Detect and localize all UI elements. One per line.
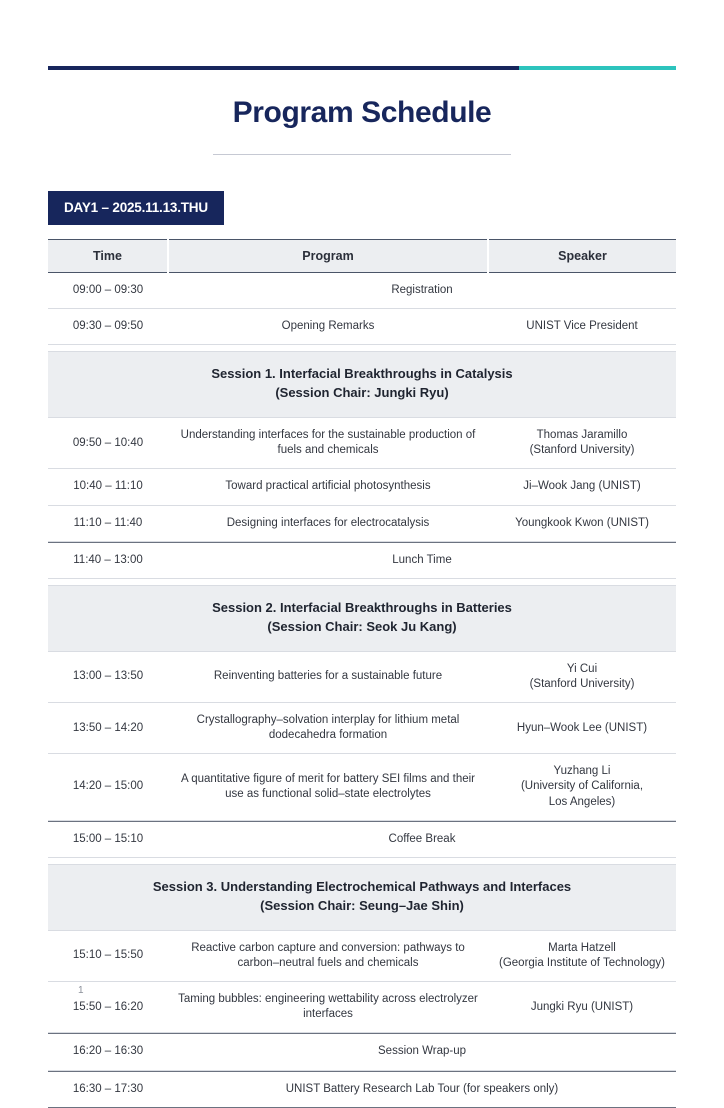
cell-speaker: Thomas Jaramillo (Stanford University) (488, 418, 676, 469)
column-header-time: Time (48, 240, 168, 273)
cell-time: 10:40 – 11:10 (48, 469, 168, 505)
schedule-table-head (48, 240, 676, 273)
column-header-program: Program (168, 240, 488, 273)
table-row (48, 418, 676, 469)
table-row (48, 273, 676, 309)
cell-speaker: UNIST Vice President (488, 309, 676, 345)
row-spacer-cell (48, 578, 676, 585)
schedule-table (48, 239, 676, 1107)
cell-speaker: Yuzhang Li (University of California, Los Angeles) (488, 754, 676, 821)
column-header-speaker: Speaker (488, 240, 676, 273)
cell-time: 13:50 – 14:20 (48, 702, 168, 753)
cell-speaker: Ji–Wook Jang (UNIST) (488, 469, 676, 505)
table-row (48, 1071, 676, 1107)
cell-time: 09:30 – 09:50 (48, 309, 168, 345)
table-row (48, 505, 676, 541)
cell-time: 15:10 – 15:50 (48, 930, 168, 981)
cell-program: Registration (168, 273, 676, 309)
table-row (48, 930, 676, 981)
cell-time: 09:00 – 09:30 (48, 273, 168, 309)
cell-program: Lunch Time (168, 542, 676, 578)
cell-program: Reactive carbon capture and conversion: pathways to carbon–neutral fuels and chemicals (168, 930, 488, 981)
table-row (48, 702, 676, 753)
table-row (48, 469, 676, 505)
cell-program: A quantitative figure of merit for battery SEI films and their use as functional solid–state electrolytes (168, 754, 488, 821)
cell-speaker: Marta Hatzell (Georgia Institute of Technology) (488, 930, 676, 981)
row-spacer (48, 345, 676, 352)
session-header-row (48, 864, 676, 930)
header-rule-navy-segment (48, 66, 519, 70)
cell-program: Opening Remarks (168, 309, 488, 345)
table-row (48, 1034, 676, 1070)
schedule-table-body (48, 273, 676, 1107)
table-row (48, 309, 676, 345)
cell-time: 11:40 – 13:00 (48, 542, 168, 578)
cell-time: 09:50 – 10:40 (48, 418, 168, 469)
cell-program: Understanding interfaces for the sustainable production of fuels and chemicals (168, 418, 488, 469)
table-row (48, 821, 676, 857)
row-spacer-cell (48, 345, 676, 352)
session-header-cell: Session 3. Understanding Electrochemical Pathways and Interfaces (Session Chair: Seung–Jae Shin) (48, 864, 676, 930)
cell-speaker: Hyun–Wook Lee (UNIST) (488, 702, 676, 753)
row-spacer (48, 578, 676, 585)
row-spacer (48, 857, 676, 864)
cell-program: Crystallography–solvation interplay for lithium metal dodecahedra formation (168, 702, 488, 753)
cell-time: 13:00 – 13:50 (48, 651, 168, 702)
cell-program: Toward practical artificial photosynthesis (168, 469, 488, 505)
page-number: 1 (78, 985, 84, 996)
cell-program: Session Wrap-up (168, 1034, 676, 1070)
cell-time: 15:00 – 15:10 (48, 821, 168, 857)
cell-time: 15:50 – 16:20 (48, 981, 168, 1032)
cell-program: Taming bubbles: engineering wettability across electrolyzer interfaces (168, 981, 488, 1032)
session-header-row (48, 585, 676, 651)
cell-time: 16:30 – 17:30 (72, 1082, 144, 1095)
table-row (48, 651, 676, 702)
cell-program: Designing interfaces for electrocatalysis (168, 505, 488, 541)
session-header-cell: Session 2. Interfacial Breakthroughs in Batteries (Session Chair: Seok Ju Kang) (48, 585, 676, 651)
day-badge: DAY1 – 2025.11.13.THU (48, 191, 224, 225)
page-title: Program Schedule (232, 96, 492, 129)
header-rule-teal-segment (519, 66, 676, 70)
cell-speaker: Youngkook Kwon (UNIST) (488, 505, 676, 541)
cell-speaker: Jungki Ryu (UNIST) (488, 981, 676, 1032)
session-header-cell: Session 1. Interfacial Breakthroughs in Catalysis (Session Chair: Jungki Ryu) (48, 352, 676, 418)
session-header-row (48, 352, 676, 418)
table-header-row (48, 240, 676, 273)
cell-program: UNIST Battery Research Lab Tour (for speakers only) (285, 1082, 559, 1095)
table-row (48, 542, 676, 578)
table-row (48, 754, 676, 821)
header-accent-rule (48, 66, 676, 70)
title-divider (213, 154, 511, 155)
cell-program: Coffee Break (168, 821, 676, 857)
cell-time: 14:20 – 15:00 (48, 754, 168, 821)
cell-time: 11:10 – 11:40 (48, 505, 168, 541)
table-row (48, 981, 676, 1032)
cell-time: 16:20 – 16:30 (48, 1034, 168, 1070)
cell-speaker: Yi Cui (Stanford University) (488, 651, 676, 702)
cell-program: Reinventing batteries for a sustainable future (168, 651, 488, 702)
row-spacer-cell (48, 857, 676, 864)
